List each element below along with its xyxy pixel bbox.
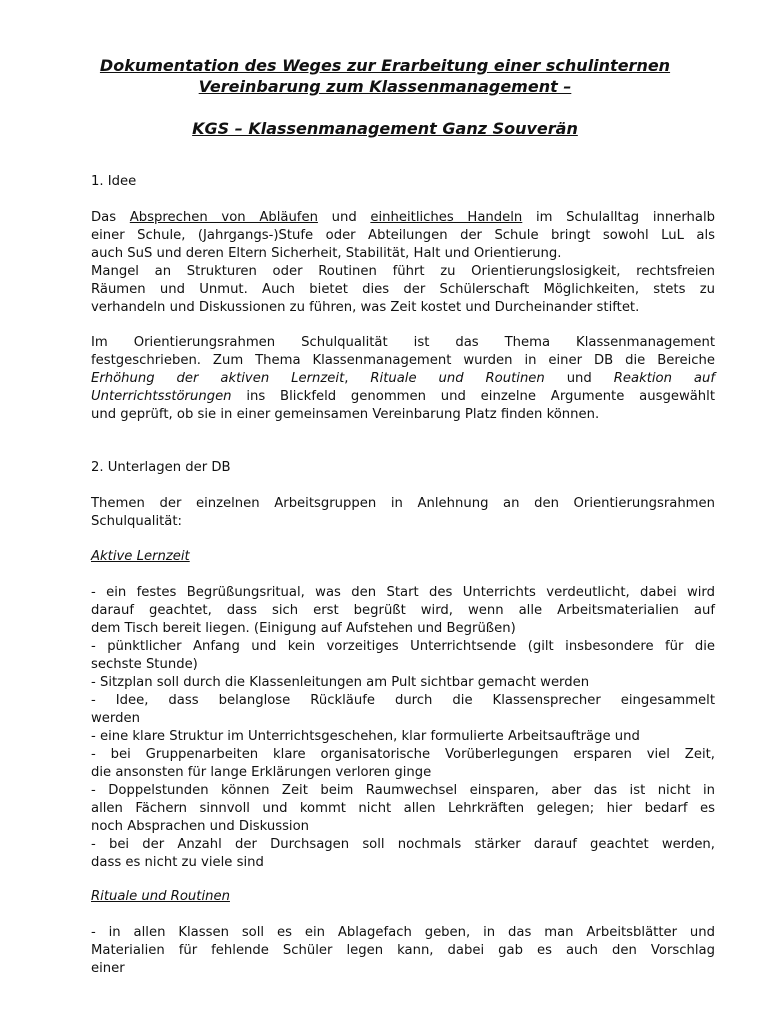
document-title-line-2: Vereinbarung zum Klassenmanagement – — [198, 77, 572, 96]
section-1-p1-line: einer Schule, (Jahrgangs-)Stufe oder Abteilungen der Schule bringt sowohl LuL als — [91, 228, 715, 243]
list-line: darauf geachtet, dass sich erst begrüßt wird, wenn alle Arbeitsmaterialien auf — [91, 603, 715, 618]
section-1-p2-line: und geprüft, ob sie in einer gemeinsamen Vereinbarung Platz finden können. — [91, 407, 600, 422]
section-1-p1-line: verhandeln und Diskussionen zu führen, was Zeit kostet und Durcheinander stiftet. — [91, 300, 640, 315]
list-line: - pünktlicher Anfang und kein vorzeitiges Unterrichtsende (gilt insbesondere für die — [91, 639, 715, 654]
section-1-p2-line: Unterrichtsstörungen ins Blickfeld genommen und einzelne Argumente ausgewählt — [91, 389, 715, 404]
section-1-p1-line: Das Absprechen von Abläufen und einheitliches Handeln im Schulalltag innerhalb — [91, 210, 715, 225]
list-line: - in allen Klassen soll es ein Ablagefach geben, in das man Arbeitsblätter und — [91, 925, 715, 940]
document-subtitle: KGS – Klassenmanagement Ganz Souverän — [192, 119, 578, 138]
list-line: - Idee, dass belanglose Rückläufe durch die Klassensprecher eingesammelt — [91, 693, 715, 708]
subheading-rituale-und-routinen: Rituale und Routinen — [91, 889, 230, 904]
list-line: werden — [91, 711, 140, 726]
list-line: sechste Stunde) — [91, 657, 198, 672]
document-title-line-1: Dokumentation des Weges zur Erarbeitung einer schulinternen — [99, 56, 671, 75]
list-line: - Sitzplan soll durch die Klassenleitungen am Pult sichtbar gemacht werden — [91, 675, 590, 690]
list-line: - bei der Anzahl der Durchsagen soll nochmals stärker darauf geachtet werden, — [91, 837, 715, 852]
list-line: - bei Gruppenarbeiten klare organisatorische Vorüberlegungen ersparen viel Zeit, — [91, 747, 715, 762]
section-1-p2-line: Erhöhung der aktiven Lernzeit, Rituale und Routinen und Reaktion auf — [91, 371, 715, 386]
list-line: Materialien für fehlende Schüler legen kann, dabei gab es auch den Vorschlag — [91, 943, 715, 958]
list-line: die ansonsten für lange Erklärungen verloren ginge — [91, 765, 432, 780]
section-1-heading: 1. Idee — [91, 174, 137, 189]
list-line: allen Fächern sinnvoll und kommt nicht allen Lehrkräften gelegen; hier bedarf es — [91, 801, 715, 816]
section-1-p2-line: festgeschrieben. Zum Thema Klassenmanagement wurden in einer DB die Bereiche — [91, 353, 715, 368]
list-line: dass es nicht zu viele sind — [91, 855, 264, 870]
underlined-phrase: einheitliches Handeln — [370, 210, 523, 225]
list-line: - eine klare Struktur im Unterrichtsgeschehen, klar formulierte Arbeitsaufträge und — [91, 729, 640, 744]
section-2-intro-line: Schulqualität: — [91, 514, 183, 529]
section-1-p1-line: Räumen und Unmut. Auch bietet dies der Schülerschaft Möglichkeiten, stets zu — [91, 282, 715, 297]
list-line: noch Absprachen und Diskussion — [91, 819, 310, 834]
section-1-p2-line: Im Orientierungsrahmen Schulqualität ist das Thema Klassenmanagement — [91, 335, 715, 350]
section-2-intro-line: Themen der einzelnen Arbeitsgruppen in Anlehnung an den Orientierungsrahmen — [91, 496, 715, 511]
list-line: - ein festes Begrüßungsritual, was den Start des Unterrichts verdeutlicht, dabei wird — [91, 585, 715, 600]
underlined-phrase: Absprechen von Abläufen — [129, 210, 318, 225]
section-1-p1-line: auch SuS und deren Eltern Sicherheit, Stabilität, Halt und Orientierung. — [91, 246, 562, 261]
list-line: - Doppelstunden können Zeit beim Raumwechsel einsparen, aber das ist nicht in — [91, 783, 715, 798]
list-line: dem Tisch bereit liegen. (Einigung auf Aufstehen und Begrüßen) — [91, 621, 516, 636]
subheading-aktive-lernzeit: Aktive Lernzeit — [91, 549, 190, 564]
section-1-p1-line: Mangel an Strukturen oder Routinen führt zu Orientierungslosigkeit, rechtsfreien — [91, 264, 715, 279]
list-line: einer — [91, 961, 125, 976]
section-2-heading: 2. Unterlagen der DB — [91, 460, 231, 475]
